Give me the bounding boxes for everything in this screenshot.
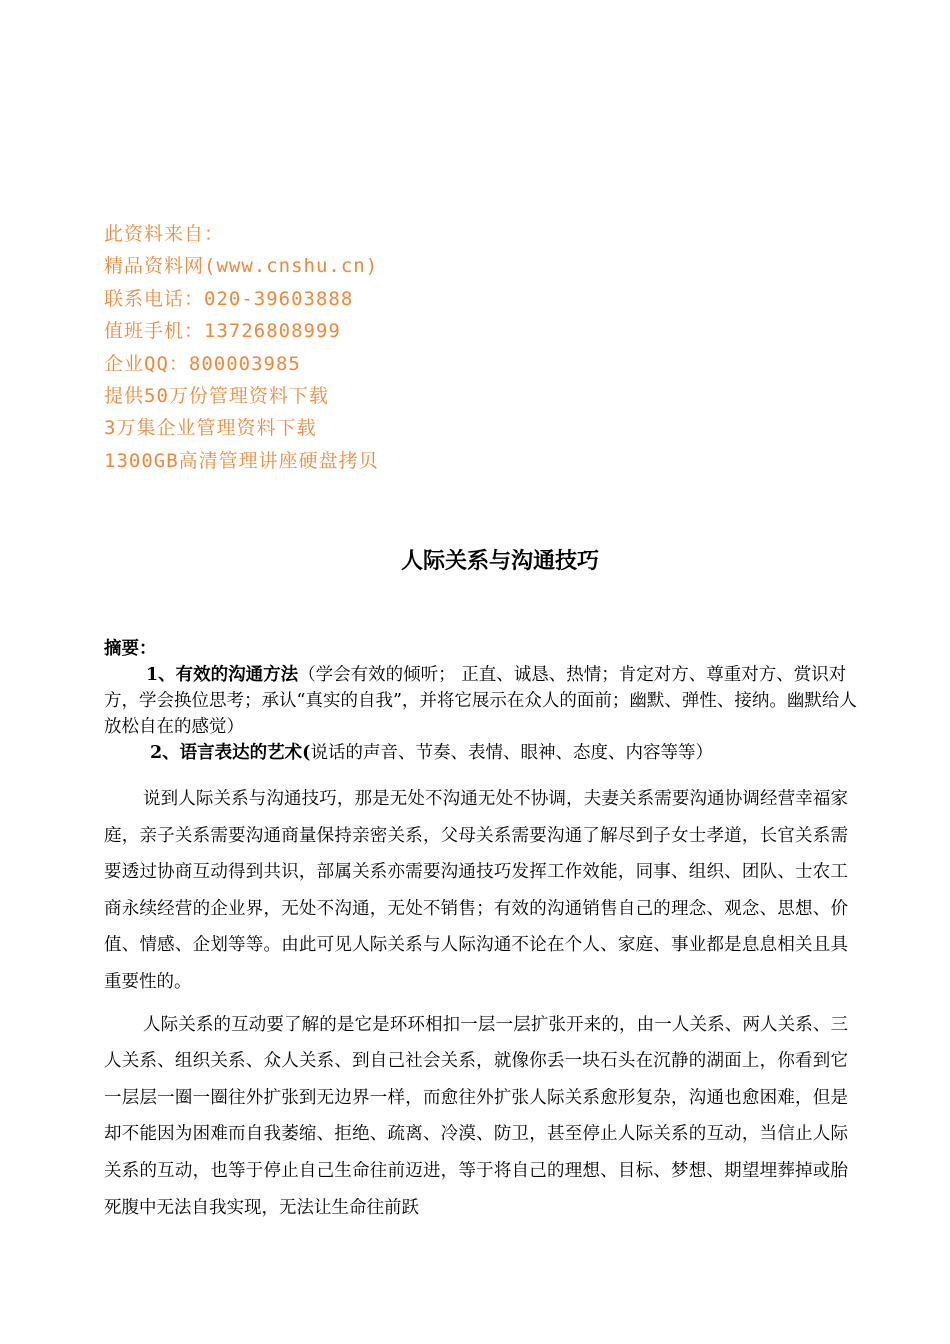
summary-section (104, 636, 864, 766)
body-paragraph: 说到人际关系与沟通技巧，那是无处不沟通无处不协调，夫妻关系需要沟通协调经营幸福家庭，亲子关系需要沟通商量保持亲密关系，父母关系需要沟通了解尽到子女士孝道，长官关系需要透过协商互动得到共识，部属关系亦需要沟通技巧发挥工作效能，同事、组织、团队、士农工商永续经营的企业界，无处不沟通，无处不销售；有效的沟通销售自己的理念、观念、思想、价值、情感、企划等等。由此可见人际关系与人际沟通不论在个人、家庭、事业都是息息相关且具重要性的。 (104, 789, 848, 992)
source-info-block (104, 218, 604, 477)
summary-item-text: 说话的声音、节奏、表情、眼神、态度、内容等等） (310, 743, 713, 763)
summary-item (104, 740, 864, 766)
company-qq-line: 企业QQ：800003985 (104, 352, 301, 375)
summary-item-heading: 1、有效的沟通方法 (146, 665, 299, 685)
offer-line-3: 1300GB高清管理讲座硬盘拷贝 (104, 449, 379, 472)
offer-line-1: 提供50万份管理资料下载 (104, 384, 329, 407)
contact-phone-line: 联系电话：020-39603888 (104, 287, 354, 310)
source-info-line: 此资料来自： (104, 223, 225, 245)
summary-item-text: （学会有效的倾听； 正直、诚恳、热情；肯定对方、尊重对方、赏识对方，学会换位思考；承认“真实的自我”，并将它展示在众人的面前；幽默、弹性、接纳。幽默给人放松自在的感觉） (104, 665, 857, 737)
source-website-line: 精品资料网(www.cnshu.cn) (104, 255, 379, 278)
summary-item (104, 662, 864, 740)
body-text (104, 781, 848, 1226)
body-paragraph: 人际关系的互动要了解的是它是环环相扣一层一层扩张开来的，由一人关系、两人关系、三人关系、组织关系、众人关系、到自己社会关系，就像你丢一块石头在沉静的湖面上，你看到它一层层一圈一圈往外扩张到无边界一样，而愈往外扩张人际关系愈形复杂，沟通也愈困难，但是却不能因为困难而自我萎缩、拒绝、疏离、冷漠、防卫，甚至停止人际关系的互动，当信止人际关系的互动，也等于停止自己生命往前迈进，等于将自己的理想、目标、梦想、期望埋葬掉或胎死腹中无法自我实现，无法让生命往前跃 (104, 1014, 848, 1218)
summary-item-heading: 2、语言表达的艺术( (150, 743, 311, 763)
summary-label: 摘要： (104, 639, 157, 659)
offer-line-2: 3万集企业管理资料下载 (104, 417, 317, 440)
document-title: 人际关系与沟通技巧 (400, 548, 599, 574)
mobile-phone-line: 值班手机：13726808999 (104, 320, 341, 343)
